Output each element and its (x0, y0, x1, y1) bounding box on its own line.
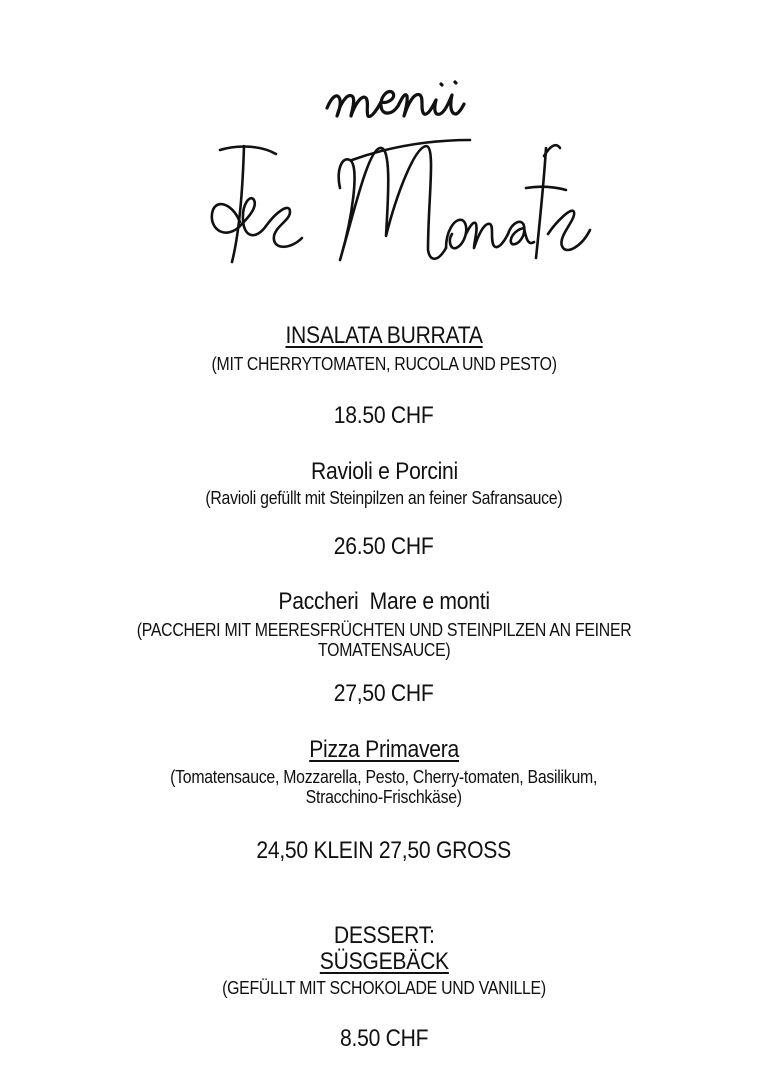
item-4-name: Pizza Primavera (309, 736, 459, 763)
dessert-description: (GEFÜLLT MIT SCHOKOLADE UND VANILLE) (222, 978, 546, 998)
item-4-price: 24,50 KLEIN 27,50 GROSS (256, 837, 512, 864)
dessert-name: SÜSGEBÄCK (319, 948, 449, 975)
item-3-name: Paccheri Mare e monti (278, 588, 490, 615)
dessert-price: 8.50 CHF (339, 1025, 429, 1052)
script-title-artwork (0, 0, 768, 310)
item-3-description-line-1: (PACCHERI MIT MEERESFRÜCHTEN UND STEINPILZEN AN FEINER (136, 620, 632, 640)
item-3-price: 27,50 CHF (334, 680, 434, 707)
menu-script-word (327, 82, 464, 117)
item-1-name: INSALATA BURRATA (285, 322, 483, 349)
item-2-description: (Ravioli gefüllt mit Steinpilzen an feiner Safransauce) (205, 488, 563, 508)
des-script-word (212, 146, 302, 262)
item-3-description-line-2: TOMATENSAUCE) (317, 640, 451, 660)
dessert-heading: DESSERT: (333, 922, 435, 949)
item-1-description: (MIT CHERRYTOMATEN, RUCOLA UND PESTO) (211, 354, 557, 374)
item-4-description-line-1: (Tomatensauce, Mozzarella, Pesto, Cherry-tomaten, Basilikum, (170, 767, 598, 787)
item-4-description-line-2: Stracchino-Frischkäse) (305, 787, 463, 807)
item-2-name: Ravioli e Porcini (310, 458, 458, 485)
monats-script-word (339, 140, 590, 260)
item-1-price: 18.50 CHF (334, 402, 434, 429)
item-2-price: 26.50 CHF (334, 533, 434, 560)
